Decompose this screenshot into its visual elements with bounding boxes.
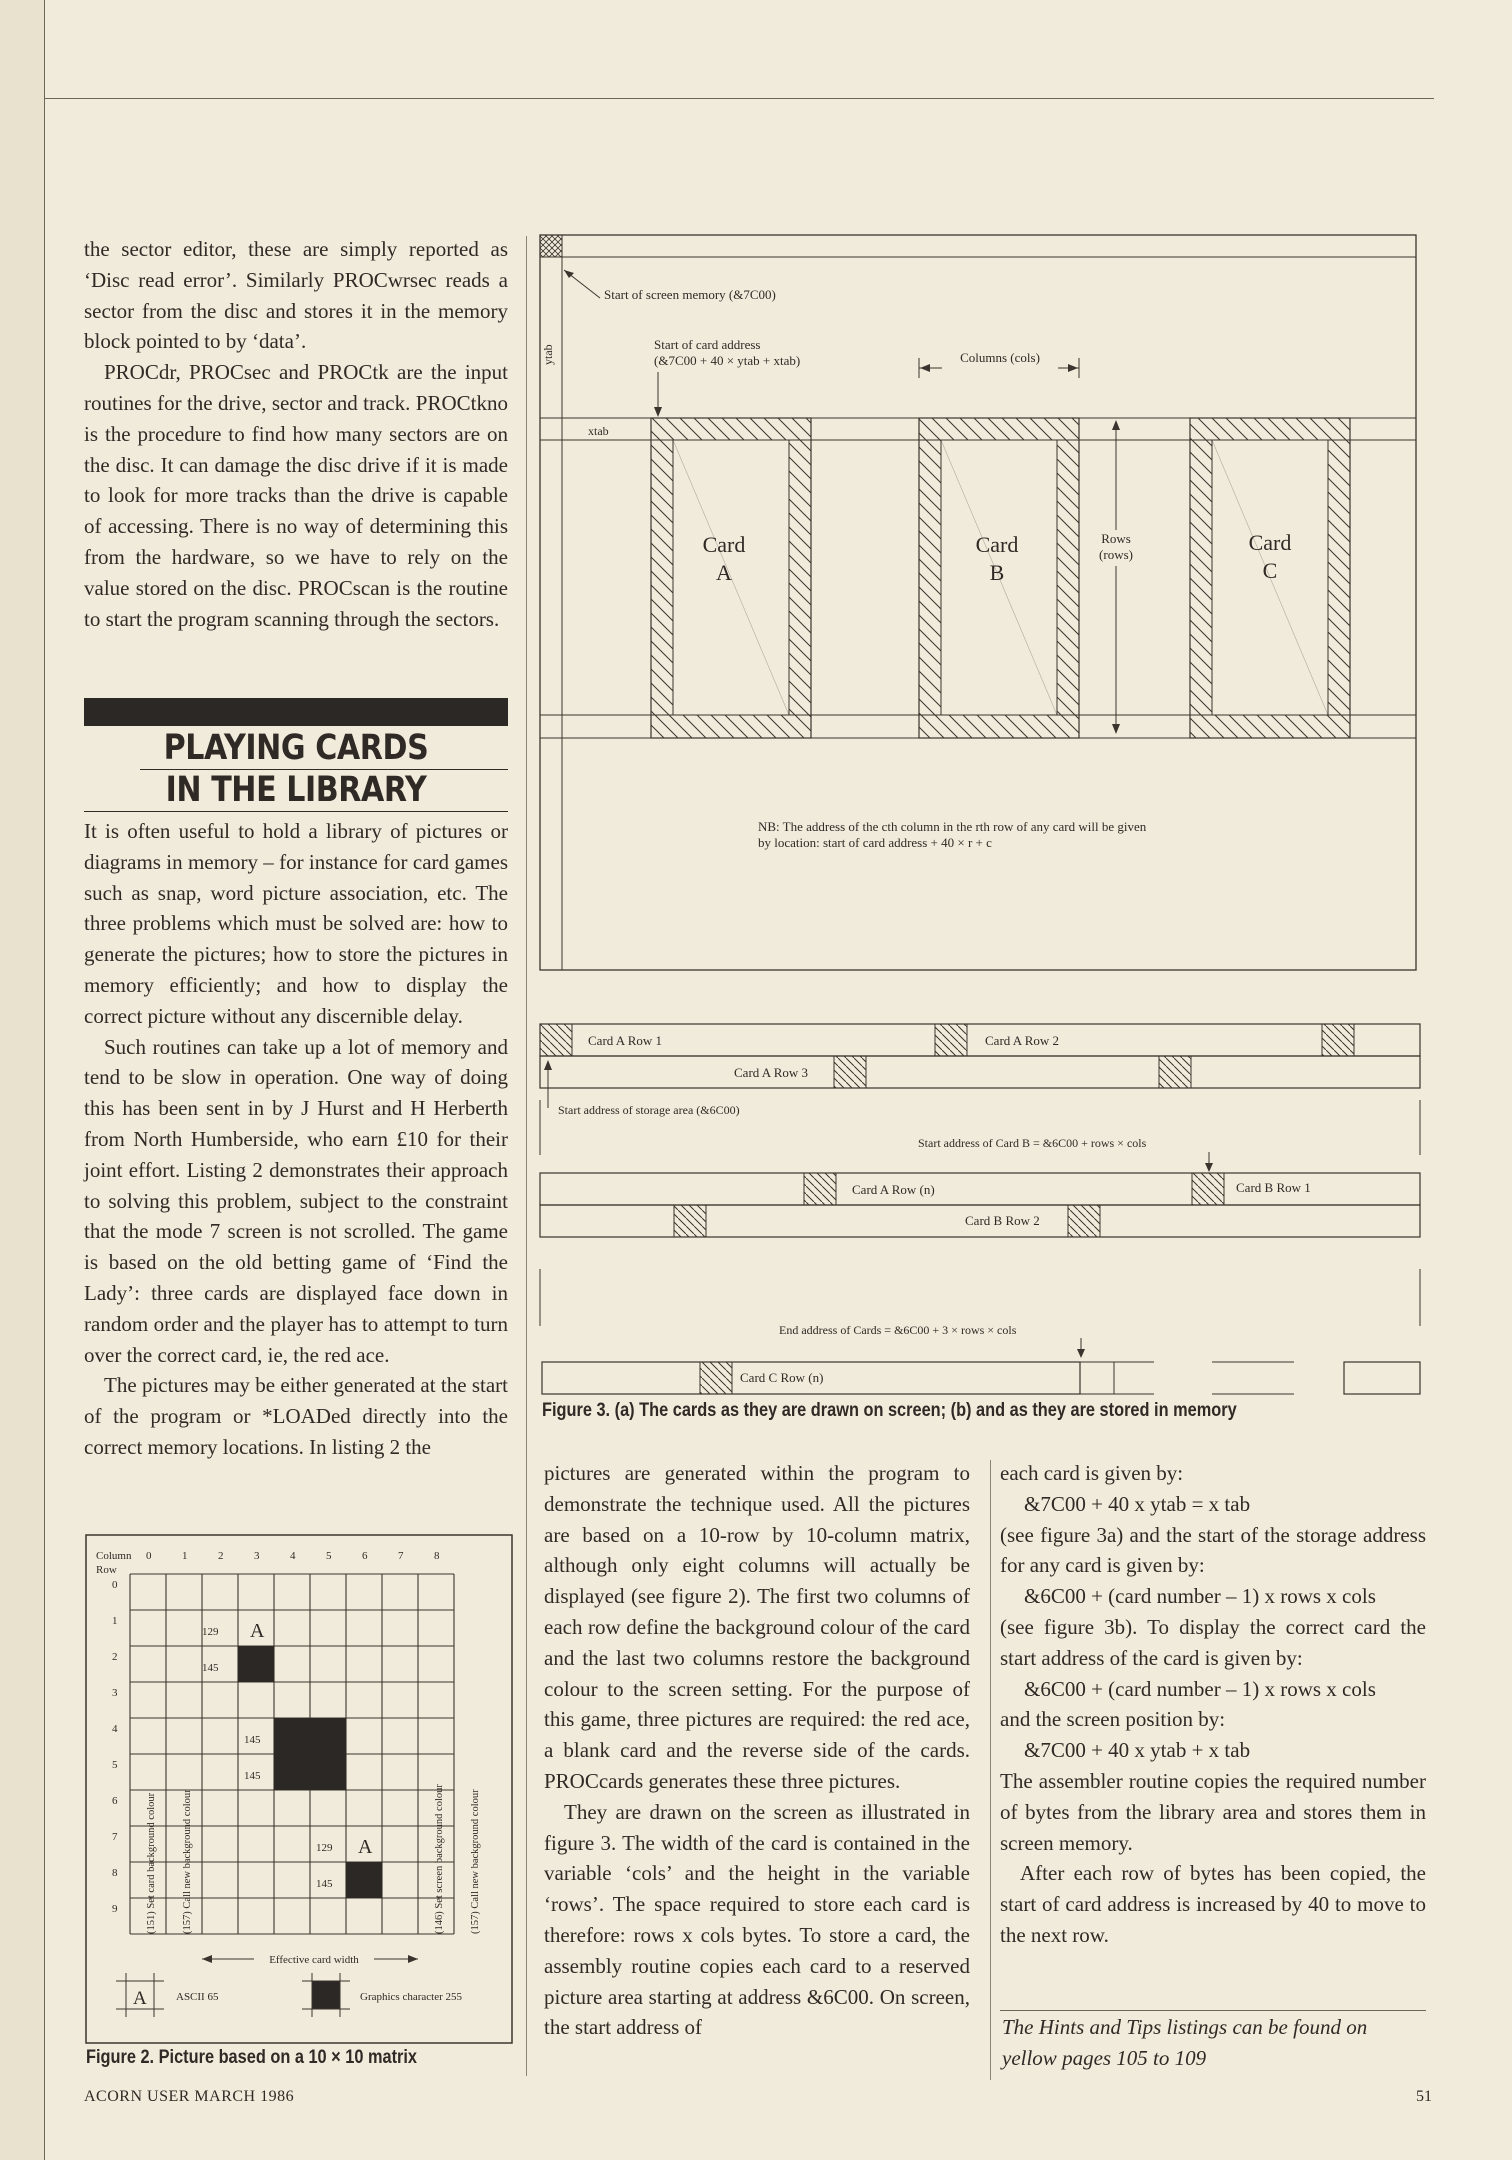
paragraph: pictures are generated within the program to demonstrate the technique used. All the pictures are based on a 10-row by 10-column matrix, although only eight columns will actually be displayed (see figure 2). The first two columns of each row define the background colour of the card and the last two columns restore the background colour to the screen setting. For the purpose of this game, three pictures are required: the red ace, a blank card and the reverse side of the cards. PROCcards generates these three pictures. <box>544 1461 970 1793</box>
figure-3 <box>534 230 1424 975</box>
legend-graphics-box <box>312 1981 340 2009</box>
row-number: 1 <box>112 1615 118 1627</box>
rows-label: (rows) <box>1099 547 1133 562</box>
control-byte-block <box>1068 1205 1100 1237</box>
cell-value: 145 <box>244 1734 261 1746</box>
start-screen-label: Start of screen memory (&7C00) <box>604 287 776 302</box>
origin-cell <box>540 235 562 257</box>
heading-rule <box>84 811 508 812</box>
heading-line: PLAYING CARDS <box>163 728 429 768</box>
row-number: 8 <box>112 1867 118 1879</box>
page-number: 51 <box>1416 2088 1432 2105</box>
article-body-left <box>84 816 508 1463</box>
paragraph: The pictures may be either generated at the start of the program or *LOADed directly into the correct memory locations. In listing 2 the <box>84 1373 508 1459</box>
column-label: Column <box>96 1550 132 1562</box>
control-byte-block <box>540 1024 572 1056</box>
column-number: 7 <box>398 1550 404 1562</box>
arrow-head-icon <box>1077 1349 1085 1358</box>
row-number: 6 <box>112 1795 118 1807</box>
note-rule <box>1000 2010 1426 2011</box>
column-rule-left <box>526 236 527 2076</box>
graphics-block <box>274 1718 346 1790</box>
paragraph: PROCdr, PROCsec and PROCtk are the input routines for the drive, sector and track. PROCtkno is the procedure to find how many sectors are on the disc. It can damage the disc drive if it is made to look for more tracks than the drive is capable of accessing. There is no way of determining this from the hardware, so we have to rely on the value stored on the disc. PROCscan is the routine to start the program scanning through the sectors. <box>84 360 508 631</box>
paragraph: The assembler routine copies the required number of bytes from the library area and stores them in screen memory. <box>1000 1768 1426 1855</box>
figure-3-caption: Figure 3. (a) The cards as they are drawn on screen; (b) and as they are stored in memory <box>542 1400 1237 1421</box>
legend-ascii-letter: A <box>133 1988 147 2009</box>
start-card-label: Start of card address <box>654 337 761 352</box>
card-letter: C <box>1262 558 1278 583</box>
figure-3b <box>534 1018 1424 1398</box>
row-number: 3 <box>112 1687 118 1699</box>
strip-label: Card A Row (n) <box>852 1182 935 1197</box>
end-address-label: End address of Cards = &6C00 + 3 × rows × cols <box>779 1323 1017 1337</box>
card-label: Card <box>1248 530 1292 555</box>
column-number: 5 <box>326 1550 332 1562</box>
paragraph: (see figure 3b). To display the correct card the start address of the card is given by: <box>1000 1614 1426 1670</box>
arrow-head-icon <box>1068 364 1078 372</box>
column-number: 2 <box>218 1550 224 1562</box>
cell-value: 145 <box>316 1878 333 1890</box>
arrow-head-icon <box>202 1955 212 1963</box>
legend-graphics-label: Graphics character 255 <box>360 1991 463 2003</box>
formula-line: &6C00 + (card number – 1) x rows x cols <box>1024 1584 1376 1609</box>
column-rule-right <box>990 1460 991 2080</box>
column-number: 3 <box>254 1550 260 1562</box>
nb-note: by location: start of card address + 40 × r + c <box>758 835 992 850</box>
paragraph: Such routines can take up a lot of memory and tend to be slow in operation. One way of doing this has been sent in by J Hurst and H Herberth from North Humberside, who earn £10 for their joint effort. Listing 2 demonstrates their approach to solving this problem, subject to the constraint that the mode 7 screen is not scrolled. The game is based on the old betting game of ‘Find the Lady’: three cards are displayed face down in random order and the player has to attempt to turn over the correct card, ie, the red ace. <box>84 1034 508 1367</box>
arrow-head-icon <box>1112 724 1120 734</box>
page-gutter <box>0 0 45 2160</box>
end-cell <box>1080 1362 1114 1394</box>
card-letter: A <box>716 560 732 585</box>
strip-label: Card B Row 2 <box>965 1213 1040 1228</box>
nb-note: NB: The address of the cth column in the rth row of any card will be given <box>758 819 1147 834</box>
cell-value: 129 <box>202 1626 219 1638</box>
column-number: 4 <box>290 1550 296 1562</box>
column-number: 1 <box>182 1550 188 1562</box>
paragraph: They are drawn on the screen as illustrated in figure 3. The width of the card is contained in the variable ‘cols’ and the height in the variable ‘rows’. The space required to store each card is therefore: rows x cols bytes. To store a card, the assembly routine copies each card to a reserved picture area starting at address &6C00. On screen, the start address of <box>544 1799 970 2040</box>
start-card-formula: (&7C00 + 40 × ytab + xtab) <box>654 353 801 368</box>
memory-strip <box>540 1024 1420 1056</box>
ascii-letter: A <box>250 1620 265 1642</box>
formula-line: &6C00 + (card number – 1) x rows x cols <box>1024 1676 1376 1701</box>
ascii-letter: A <box>358 1836 373 1858</box>
card-label: Card <box>702 532 746 557</box>
row-number: 4 <box>112 1723 118 1735</box>
strip-label: Card A Row 1 <box>588 1033 663 1048</box>
vertical-label: (151) Set card background colour <box>146 1792 157 1934</box>
column-number: 8 <box>434 1550 440 1562</box>
column-number: 0 <box>146 1550 152 1562</box>
heading-rule <box>140 769 508 770</box>
figure-2-diagram <box>84 1533 514 2048</box>
arrow-head-icon <box>920 364 930 372</box>
arrow-head-icon <box>544 1060 552 1070</box>
row-number: 9 <box>112 1903 118 1915</box>
control-byte-block <box>804 1173 836 1205</box>
control-byte-block <box>1322 1024 1354 1056</box>
row-number: 7 <box>112 1831 118 1843</box>
arrow-head-icon <box>654 407 662 417</box>
ytab-label: ytab <box>541 344 555 365</box>
strip-label: Card A Row 3 <box>734 1065 809 1080</box>
top-rule <box>44 98 1434 99</box>
vertical-label: (146) Set screen background colour <box>434 1784 445 1934</box>
paragraph: and the screen position by: <box>1000 1707 1226 1732</box>
rows-label: Rows <box>1101 531 1131 546</box>
paragraph: It is often useful to hold a library of pictures or diagrams in memory – for instance for card games such as snap, word picture association, etc. The three problems which must be solved are: how to generate the pictures; how to store the pictures in memory efficiently; and how to display the correct picture without any discernible delay. <box>84 819 508 1028</box>
heading-bar <box>84 698 508 726</box>
row-number: 5 <box>112 1759 118 1771</box>
row-label: Row <box>96 1564 117 1576</box>
paragraph: the sector editor, these are simply reported as ‘Disc read error’. Similarly PROCwrsec reads a sector from the disc and stores it in the memory block pointed to by ‘data’. <box>84 237 508 354</box>
control-byte-block <box>935 1024 967 1056</box>
memory-strip <box>540 1056 1420 1088</box>
graphics-block <box>238 1646 274 1682</box>
column-number: 6 <box>362 1550 368 1562</box>
xtab-label: xtab <box>588 424 609 438</box>
cell-value: 145 <box>202 1662 219 1674</box>
cell-value: 129 <box>316 1842 333 1854</box>
vertical-label: (157) Call new background colour <box>470 1789 481 1934</box>
paragraph: After each row of bytes has been copied, the start of card address is increased by 40 to move to the next row. <box>1000 1861 1426 1947</box>
right-column-text <box>1000 1458 1426 1951</box>
heading-line: IN THE LIBRARY <box>165 770 427 810</box>
control-byte-block <box>1192 1173 1224 1205</box>
paragraph: each card is given by: <box>1000 1461 1184 1485</box>
strip-label: Card A Row 2 <box>985 1033 1060 1048</box>
figure-3-diagram <box>534 230 1424 975</box>
formula-line: &7C00 + 40 x ytab = x tab <box>1024 1491 1251 1516</box>
legend-ascii-label: ASCII 65 <box>176 1991 219 2003</box>
storage-start-label: Start address of storage area (&6C00) <box>558 1103 740 1117</box>
strip-label: Card B Row 1 <box>1236 1180 1311 1195</box>
middle-column-text <box>544 1458 970 2043</box>
figure-2 <box>84 1533 514 2048</box>
listings-note: The Hints and Tips listings can be found on yellow pages 105 to 109 <box>1002 2015 1368 2070</box>
control-byte-block <box>834 1056 866 1088</box>
effective-width-label: Effective card width <box>269 1954 359 1966</box>
memory-strip <box>1344 1362 1420 1394</box>
card-b-start-label: Start address of Card B = &6C00 + rows × cols <box>918 1136 1147 1150</box>
row-number: 0 <box>112 1579 118 1591</box>
formula-line: &7C00 + 40 x ytab + x tab <box>1024 1738 1251 1763</box>
figure-3b-diagram <box>534 1018 1424 1398</box>
footer-publication: ACORN USER MARCH 1986 <box>84 2088 295 2105</box>
left-column-intro <box>84 234 508 634</box>
control-byte-block <box>674 1205 706 1237</box>
card-label: Card <box>975 532 1019 557</box>
arrow-head-icon <box>408 1955 418 1963</box>
arrow-head-icon <box>1112 420 1120 430</box>
card-letter: B <box>989 560 1005 585</box>
strip-label: Card C Row (n) <box>740 1370 824 1385</box>
vertical-label: (157) Call new background colour <box>182 1789 193 1934</box>
cell-value: 145 <box>244 1770 261 1782</box>
figure-2-caption: Figure 2. Picture based on a 10 × 10 matrix <box>86 2047 418 2068</box>
graphics-block <box>346 1862 382 1898</box>
columns-label: Columns (cols) <box>960 350 1040 365</box>
control-byte-block <box>1159 1056 1191 1088</box>
control-byte-block <box>700 1362 732 1394</box>
arrow-head-icon <box>1205 1163 1213 1172</box>
paragraph: (see figure 3a) and the start of the storage address for any card is given by: <box>1000 1522 1426 1578</box>
row-number: 2 <box>112 1651 118 1663</box>
